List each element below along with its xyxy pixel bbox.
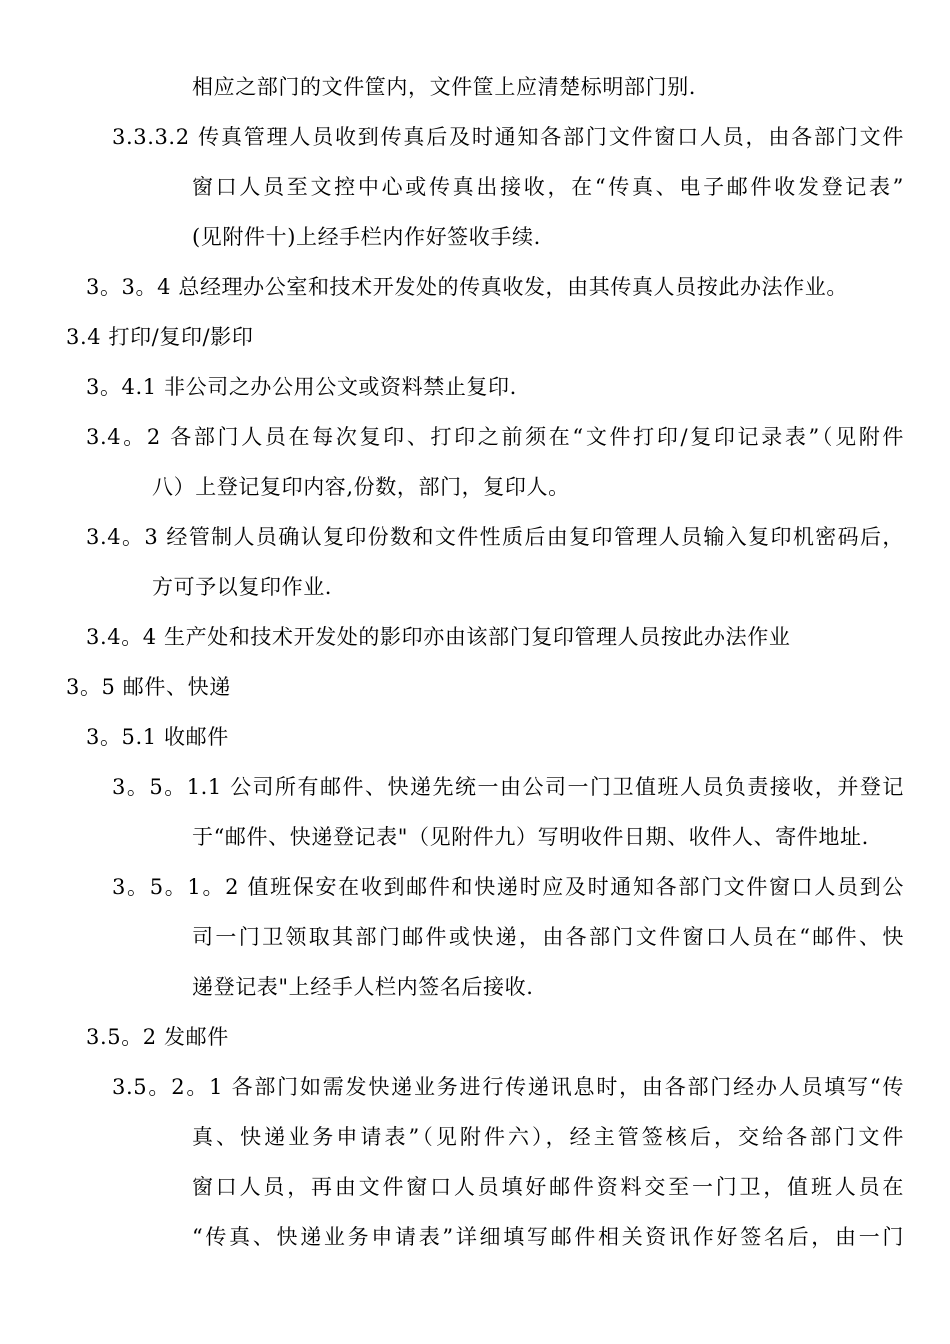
subsection-heading-3-5-1: 3。5.1 收邮件	[86, 725, 229, 749]
text-line-7: 3。4.1 非公司之办公用公文或资料禁止复印.	[86, 375, 517, 399]
text-line-15: 3。5。1.1 公司所有邮件、快递先统一由公司一门卫值班人员负责接收，并登记	[112, 775, 904, 799]
text-line-22: 真、快递业务申请表”（见附件六），经主管签核后，交给各部门文件	[192, 1125, 904, 1149]
text-line-12: 3.4。4 生产处和技术开发处的影印亦由该部门复印管理人员按此办法作业	[86, 625, 791, 649]
text-line-24: “传真、快递业务申请表”详细填写邮件相关资讯作好签名后，由一门	[192, 1225, 904, 1249]
section-heading-3-4: 3.4 打印/复印/影印	[66, 325, 254, 349]
text-line-11: 方可予以复印作业.	[152, 575, 333, 599]
text-line-8: 3.4。2 各部门人员在每次复印、打印之前须在“文件打印/复印记录表”（见附件	[86, 425, 904, 449]
text-line-18: 司一门卫领取其部门邮件或快递，由各部门文件窗口人员在“邮件、快	[192, 925, 904, 949]
text-line-19: 递登记表"上经手人栏内签名后接收.	[192, 975, 534, 999]
text-line-21: 3.5。2。1 各部门如需发快递业务进行传递讯息时，由各部门经办人员填写“传	[112, 1075, 904, 1099]
text-line-5: 3。3。4 总经理办公室和技术开发处的传真收发，由其传真人员按此办法作业。	[86, 275, 848, 299]
text-line-9: 八）上登记复印内容,份数，部门，复印人。	[152, 475, 570, 499]
text-line-23: 窗口人员，再由文件窗口人员填好邮件资料交至一门卫，值班人员在	[192, 1175, 904, 1199]
section-heading-3-5: 3。5 邮件、快递	[66, 675, 231, 699]
text-line-17: 3。5。1。2 值班保安在收到邮件和快递时应及时通知各部门文件窗口人员到公	[112, 875, 904, 899]
text-line-4: (见附件十)上经手栏内作好签收手续.	[192, 225, 541, 249]
text-line-16: 于“邮件、快递登记表"（见附件九）写明收件日期、收件人、寄件地址.	[192, 825, 869, 849]
subsection-heading-3-5-2: 3.5。2 发邮件	[86, 1025, 229, 1049]
text-line-3: 窗口人员至文控中心或传真出接收，在“传真、电子邮件收发登记表”	[192, 175, 904, 199]
text-line-2: 3.3.3.2 传真管理人员收到传真后及时通知各部门文件窗口人员，由各部门文件	[112, 125, 904, 149]
text-line-1: 相应之部门的文件筐内，文件筐上应清楚标明部门别.	[192, 75, 697, 99]
text-line-10: 3.4。3 经管制人员确认复印份数和文件性质后由复印管理人员输入复印机密码后，	[86, 525, 904, 549]
